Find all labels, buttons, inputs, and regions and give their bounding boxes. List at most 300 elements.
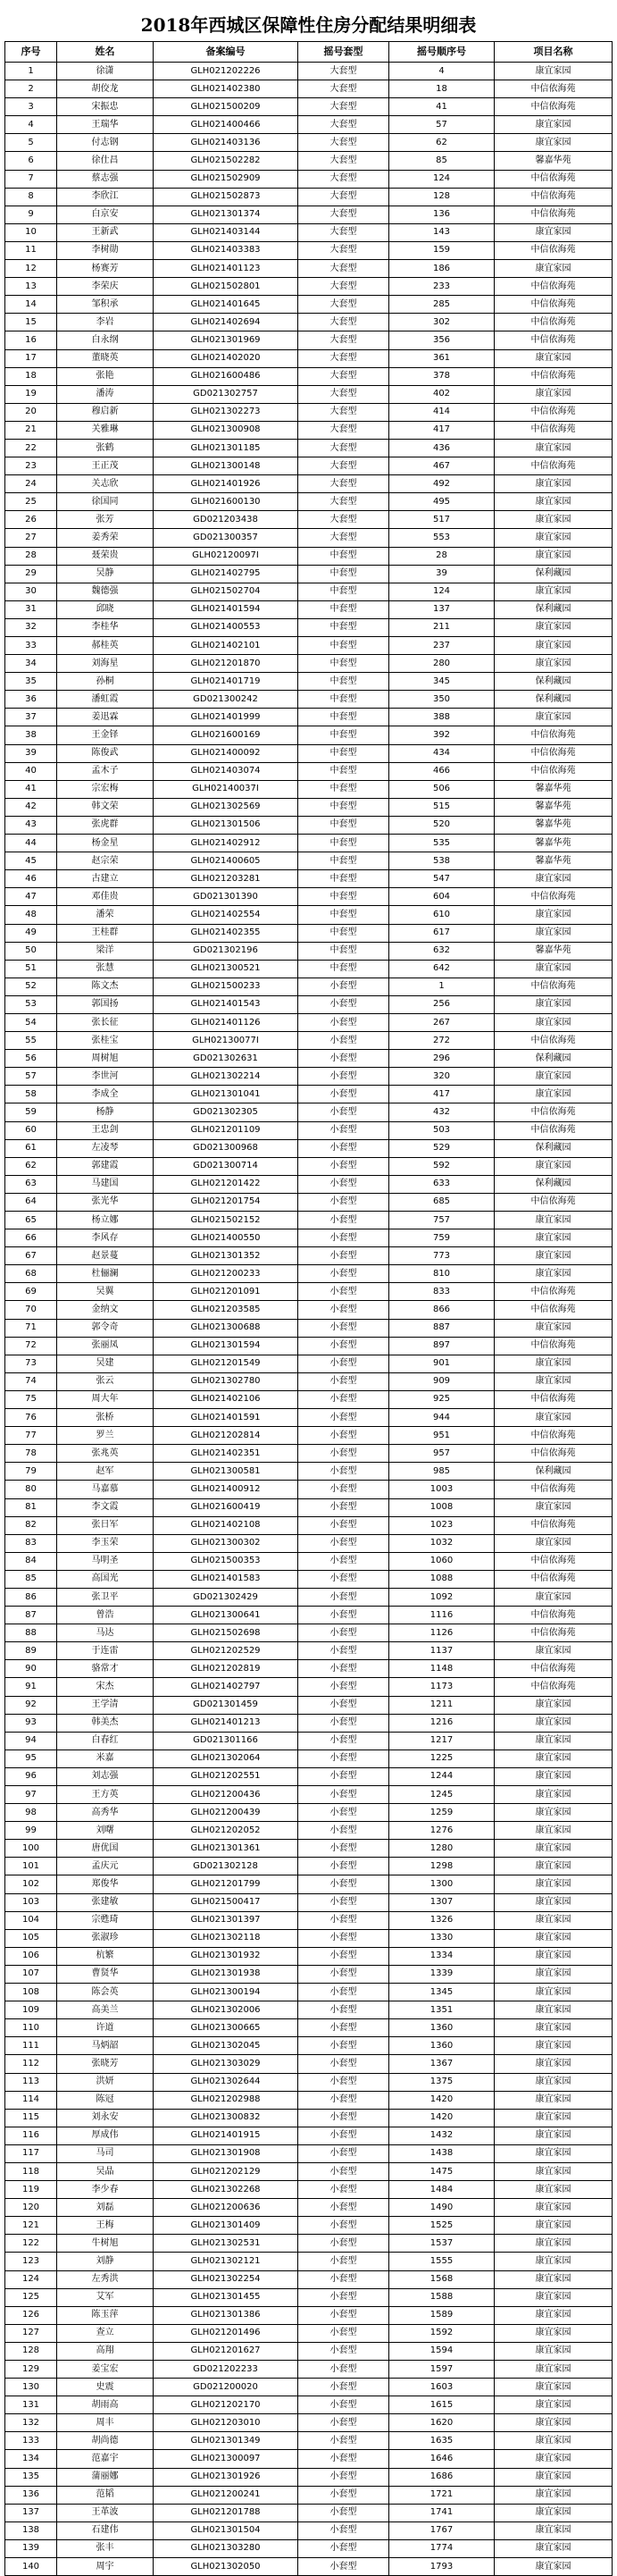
cell-seq: 61 [5,1139,57,1157]
cell-name: 杨赛芳 [57,260,154,278]
cell-order: 285 [389,296,495,314]
cell-order: 1635 [389,2432,495,2450]
cell-seq: 81 [5,1498,57,1516]
cell-project: 康宜家园 [495,223,613,241]
cell-seq: 7 [5,170,57,188]
cell-seq: 27 [5,529,57,547]
table-row [5,2073,613,2091]
cell-name: 邱晓 [57,600,154,618]
cell-seq: 105 [5,1929,57,1947]
cell-type: 小套型 [298,1588,389,1606]
cell-seq: 58 [5,1086,57,1103]
cell-name: 张芳 [57,511,154,529]
cell-project: 康宜家园 [495,385,613,403]
cell-code: GLH021400605 [154,852,298,870]
cell-order: 1475 [389,2162,495,2180]
cell-type: 小套型 [298,2144,389,2162]
cell-seq: 20 [5,403,57,421]
cell-code: GLH021402351 [154,1445,298,1463]
cell-type: 大套型 [298,170,389,188]
cell-order: 1360 [389,2019,495,2037]
cell-seq: 57 [5,1068,57,1086]
cell-order: 1767 [389,2521,495,2539]
cell-seq: 127 [5,2324,57,2342]
cell-type: 小套型 [298,1858,389,1875]
cell-type: 小套型 [298,2468,389,2486]
cell-type: 小套型 [298,1247,389,1265]
cell-type: 小套型 [298,1804,389,1822]
cell-seq: 79 [5,1463,57,1481]
cell-type: 小套型 [298,2504,389,2521]
table-row [5,1139,613,1157]
cell-type: 小套型 [298,1965,389,1983]
cell-name: 蔡志强 [57,170,154,188]
cell-project: 中信依海苑 [495,726,613,744]
cell-type: 小套型 [298,1570,389,1588]
cell-name: 徐国同 [57,493,154,511]
cell-name: 郭建霞 [57,1157,154,1175]
cell-name: 李荣庆 [57,278,154,296]
cell-project: 康宜家园 [495,870,613,888]
cell-order: 466 [389,762,495,780]
table-row [5,241,613,259]
cell-seq: 104 [5,1911,57,1929]
cell-project: 康宜家园 [495,924,613,942]
cell-order: 1216 [389,1714,495,1732]
cell-order: 143 [389,223,495,241]
cell-seq: 76 [5,1409,57,1427]
cell-name: 王金铎 [57,726,154,744]
cell-seq: 121 [5,2217,57,2235]
cell-seq: 138 [5,2521,57,2539]
cell-code: GLH021402380 [154,80,298,98]
cell-name: 金纳文 [57,1301,154,1319]
cell-project: 康宜家园 [495,1372,613,1390]
cell-seq: 5 [5,134,57,152]
cell-order: 810 [389,1265,495,1283]
cell-project: 馨嘉华苑 [495,835,613,852]
cell-seq: 124 [5,2270,57,2288]
cell-seq: 114 [5,2091,57,2109]
cell-project: 康宜家园 [495,2181,613,2199]
cell-name: 吴晶 [57,2162,154,2180]
cell-code: GD021300714 [154,1157,298,1175]
cell-order: 1245 [389,1786,495,1804]
cell-project: 康宜家园 [495,2037,613,2055]
cell-seq: 108 [5,1984,57,2001]
cell-project: 康宜家园 [495,1875,613,1893]
cell-seq: 28 [5,547,57,565]
cell-order: 866 [389,1301,495,1319]
cell-project: 保利藏园 [495,600,613,618]
table-row [5,547,613,565]
cell-project: 康宜家园 [495,1013,613,1031]
cell-name: 韩美杰 [57,1714,154,1732]
table-row [5,152,613,170]
cell-type: 小套型 [298,1301,389,1319]
cell-name: 陈俊武 [57,744,154,762]
cell-type: 中套型 [298,547,389,565]
table-row [5,2181,613,2199]
cell-seq: 103 [5,1893,57,1911]
cell-name: 许道 [57,2019,154,2037]
cell-project: 中信依海苑 [495,1427,613,1445]
cell-type: 小套型 [298,2432,389,2450]
cell-seq: 78 [5,1445,57,1463]
table-row [5,1893,613,1911]
cell-name: 张桥 [57,1409,154,1427]
cell-seq: 126 [5,2306,57,2324]
cell-name: 关雅琳 [57,421,154,439]
table-row [5,2091,613,2109]
cell-code: GLH021400553 [154,618,298,636]
cell-project: 中信依海苑 [495,206,613,223]
cell-order: 378 [389,367,495,385]
cell-code: GLH021302118 [154,1929,298,1947]
cell-project: 康宜家园 [495,1068,613,1086]
table-row [5,493,613,511]
table-row [5,260,613,278]
cell-order: 951 [389,1427,495,1445]
cell-name: 李岩 [57,314,154,331]
cell-name: 王方英 [57,1786,154,1804]
cell-project: 中信依海苑 [495,1121,613,1139]
cell-seq: 97 [5,1786,57,1804]
cell-order: 41 [389,98,495,116]
cell-seq: 66 [5,1229,57,1247]
cell-type: 小套型 [298,1607,389,1624]
table-row [5,2504,613,2521]
cell-seq: 36 [5,691,57,709]
table-row [5,314,613,331]
cell-seq: 139 [5,2539,57,2557]
cell-seq: 52 [5,978,57,995]
cell-type: 中套型 [298,780,389,798]
cell-code: GLH021202988 [154,2091,298,2109]
cell-order: 1211 [389,1696,495,1714]
cell-seq: 22 [5,439,57,457]
cell-project: 康宜家园 [495,1947,613,1965]
cell-seq: 54 [5,1013,57,1031]
cell-seq: 134 [5,2450,57,2468]
cell-code: GLH021402106 [154,1390,298,1408]
cell-seq: 32 [5,618,57,636]
cell-order: 757 [389,1212,495,1229]
cell-order: 1686 [389,2468,495,2486]
table-row [5,2019,613,2037]
cell-type: 小套型 [298,1050,389,1068]
cell-order: 1375 [389,2073,495,2091]
cell-code: GLH021200233 [154,1265,298,1283]
cell-type: 小套型 [298,1552,389,1570]
cell-order: 1589 [389,2306,495,2324]
cell-order: 1060 [389,1552,495,1570]
cell-name: 李欣江 [57,188,154,206]
cell-seq: 72 [5,1337,57,1355]
cell-order: 759 [389,1229,495,1247]
cell-project: 康宜家园 [495,1247,613,1265]
table-row [5,511,613,529]
cell-name: 刘志强 [57,1767,154,1785]
cell-seq: 59 [5,1103,57,1121]
cell-seq: 122 [5,2235,57,2253]
cell-name: 孟庆元 [57,1858,154,1875]
cell-seq: 19 [5,385,57,403]
table-row [5,1175,613,1193]
cell-type: 小套型 [298,1481,389,1498]
table-row [5,2037,613,2055]
table-row [5,1911,613,1929]
cell-project: 康宜家园 [495,547,613,565]
table-row [5,726,613,744]
cell-order: 610 [389,906,495,924]
cell-project: 康宜家园 [495,2055,613,2073]
cell-code: GD021302196 [154,942,298,960]
cell-type: 小套型 [298,1929,389,1947]
cell-type: 大套型 [298,367,389,385]
cell-name: 厚成伟 [57,2127,154,2144]
cell-code: GLH021301506 [154,816,298,834]
cell-seq: 55 [5,1032,57,1050]
cell-seq: 88 [5,1624,57,1642]
cell-type: 小套型 [298,2162,389,2180]
cell-seq: 38 [5,726,57,744]
cell-project: 中信依海苑 [495,888,613,906]
cell-name: 白春红 [57,1732,154,1749]
cell-order: 1774 [389,2539,495,2557]
cell-order: 57 [389,116,495,134]
cell-code: GLH021502704 [154,583,298,600]
cell-project: 中信依海苑 [495,457,613,475]
cell-name: 白永纲 [57,331,154,349]
cell-name: 赵宗荣 [57,852,154,870]
cell-order: 1351 [389,2001,495,2019]
cell-type: 小套型 [298,2055,389,2073]
cell-name: 张卫平 [57,1588,154,1606]
cell-name: 周丰 [57,2414,154,2432]
cell-type: 中套型 [298,709,389,726]
cell-code: GLH021502909 [154,170,298,188]
cell-order: 417 [389,421,495,439]
cell-code: GLH021302006 [154,2001,298,2019]
cell-seq: 67 [5,1247,57,1265]
page-title: 2018年西城区保障性住房分配结果明细表 [140,14,477,36]
cell-name: 马司 [57,2144,154,2162]
cell-code: GLH02140037I [154,780,298,798]
cell-order: 1438 [389,2144,495,2162]
cell-seq: 84 [5,1552,57,1570]
cell-type: 小套型 [298,1372,389,1390]
cell-seq: 48 [5,906,57,924]
cell-type: 小套型 [298,1265,389,1283]
cell-code: GLH021301352 [154,1247,298,1265]
cell-type: 大套型 [298,349,389,367]
table-row [5,960,613,978]
cell-type: 小套型 [298,2558,389,2576]
cell-code: GLH021301374 [154,206,298,223]
cell-code: GLH021302050 [154,2558,298,2576]
table-row [5,2396,613,2414]
table-row [5,1929,613,1947]
cell-code: GLH021401543 [154,995,298,1013]
cell-name: 刘磊 [57,2199,154,2217]
cell-project: 康宜家园 [495,1696,613,1714]
cell-seq: 17 [5,349,57,367]
cell-code: GLH021302273 [154,403,298,421]
cell-order: 1360 [389,2037,495,2055]
table-row [5,1947,613,1965]
cell-code: GLH021600486 [154,367,298,385]
cell-code: GLH021300665 [154,2019,298,2037]
cell-code: GLH021402694 [154,314,298,331]
cell-code: GLH021600419 [154,1498,298,1516]
cell-type: 小套型 [298,1013,389,1031]
cell-type: 中套型 [298,673,389,691]
cell-name: 潘荣 [57,906,154,924]
cell-name: 李树勋 [57,241,154,259]
cell-name: 陈文杰 [57,978,154,995]
cell-order: 520 [389,816,495,834]
cell-name: 潘虹霞 [57,691,154,709]
cell-code: GLH021402020 [154,349,298,367]
cell-order: 1307 [389,1893,495,1911]
cell-project: 保利藏园 [495,1050,613,1068]
cell-type: 小套型 [298,1749,389,1767]
cell-order: 436 [389,439,495,457]
cell-type: 小套型 [298,2342,389,2360]
cell-seq: 131 [5,2396,57,2414]
cell-name: 杭繁 [57,1947,154,1965]
cell-code: GD021301390 [154,888,298,906]
cell-order: 28 [389,547,495,565]
cell-project: 中信依海苑 [495,1032,613,1050]
cell-name: 刘静 [57,2253,154,2270]
cell-code: GLH021301185 [154,439,298,457]
cell-order: 4 [389,63,495,80]
table-row [5,565,613,583]
cell-project: 中信依海苑 [495,367,613,385]
cell-project: 康宜家园 [495,493,613,511]
cell-order: 1620 [389,2414,495,2432]
cell-seq: 16 [5,331,57,349]
cell-project: 康宜家园 [495,1965,613,1983]
cell-type: 中套型 [298,924,389,942]
cell-name: 陈会英 [57,1984,154,2001]
cell-code: GLH021300194 [154,1984,298,2001]
table-row [5,1498,613,1516]
cell-seq: 62 [5,1157,57,1175]
cell-code: GLH021301397 [154,1911,298,1929]
cell-project: 馨嘉华苑 [495,942,613,960]
table-row [5,2521,613,2539]
cell-type: 小套型 [298,1068,389,1086]
cell-project: 康宜家园 [495,618,613,636]
cell-name: 曹贤华 [57,1965,154,1983]
cell-name: 王革波 [57,2504,154,2521]
cell-project: 康宜家园 [495,1229,613,1247]
cell-order: 538 [389,852,495,870]
cell-name: 宋振忠 [57,98,154,116]
cell-name: 赵景蔓 [57,1247,154,1265]
cell-order: 1280 [389,1840,495,1858]
cell-code: GLH021600130 [154,493,298,511]
cell-seq: 137 [5,2504,57,2521]
cell-name: 米嘉 [57,1749,154,1767]
cell-order: 402 [389,385,495,403]
cell-type: 中套型 [298,906,389,924]
table-row [5,1086,613,1103]
cell-name: 宗宏梅 [57,780,154,798]
cell-project: 康宜家园 [495,1642,613,1660]
table-row [5,170,613,188]
cell-order: 1793 [389,2558,495,2576]
cell-name: 郝桂英 [57,637,154,655]
cell-project: 中信依海苑 [495,1390,613,1408]
cell-order: 1420 [389,2091,495,2109]
cell-code: GLH021301908 [154,2144,298,2162]
cell-code: GLH021203281 [154,870,298,888]
table-row [5,2162,613,2180]
table-row [5,1068,613,1086]
cell-seq: 100 [5,1840,57,1858]
cell-type: 小套型 [298,1660,389,1678]
allocation-table [4,41,613,2576]
cell-order: 345 [389,673,495,691]
cell-name: 李文霞 [57,1498,154,1516]
cell-project: 中信依海苑 [495,1678,613,1696]
cell-seq: 112 [5,2055,57,2073]
cell-order: 1008 [389,1498,495,1516]
cell-type: 小套型 [298,2324,389,2342]
cell-project: 保利藏园 [495,1463,613,1481]
cell-code: GLH021302045 [154,2037,298,2055]
cell-name: 吴建 [57,1355,154,1372]
cell-type: 小套型 [298,2486,389,2504]
cell-name: 王忠剑 [57,1121,154,1139]
cell-type: 小套型 [298,2414,389,2432]
table-row [5,2414,613,2432]
cell-name: 牛树旭 [57,2235,154,2253]
table-row [5,1283,613,1301]
cell-project: 康宜家园 [495,1984,613,2001]
cell-name: 左凌琴 [57,1139,154,1157]
cell-type: 小套型 [298,2235,389,2253]
cell-code: GLH021201422 [154,1175,298,1193]
cell-name: 聂荣贵 [57,547,154,565]
cell-project: 康宜家园 [495,2306,613,2324]
cell-project: 康宜家园 [495,2468,613,2486]
cell-order: 85 [389,152,495,170]
cell-seq: 85 [5,1570,57,1588]
cell-name: 高秀华 [57,1804,154,1822]
cell-order: 356 [389,331,495,349]
table-row [5,1050,613,1068]
cell-code: GLH021401915 [154,2127,298,2144]
cell-project: 康宜家园 [495,63,613,80]
cell-name: 赵军 [57,1463,154,1481]
cell-project: 中信依海苑 [495,1337,613,1355]
table-row [5,1696,613,1714]
cell-seq: 96 [5,1767,57,1785]
table-row [5,457,613,475]
cell-code: GLH021401594 [154,600,298,618]
cell-code: GLH021201754 [154,1193,298,1211]
table-row [5,206,613,223]
table-row [5,1481,613,1498]
cell-order: 633 [389,1175,495,1193]
cell-code: GLH021400466 [154,116,298,134]
cell-code: GLH021302254 [154,2270,298,2288]
